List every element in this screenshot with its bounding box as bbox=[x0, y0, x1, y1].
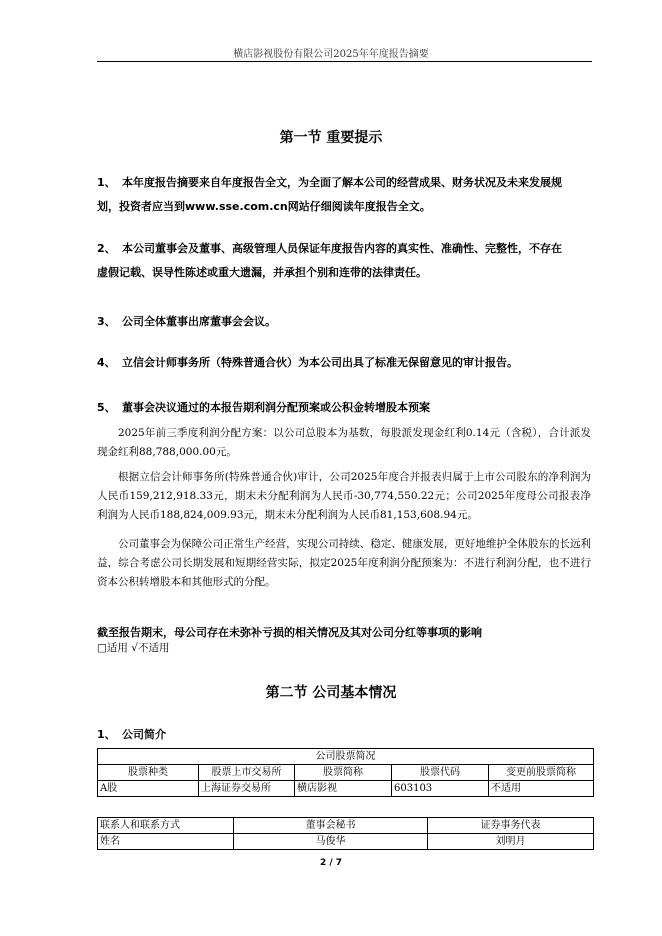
table-cell: 姓名 bbox=[98, 834, 234, 850]
table-cell: 不适用 bbox=[489, 781, 594, 797]
table-header-cell: 联系人和联系方式 bbox=[98, 818, 234, 834]
table-cell: 横店影视 bbox=[295, 781, 392, 797]
item-text: 本年度报告摘要来自年度报告全文，为全面了解本公司的经营成果、财务状况及未来发展规 bbox=[122, 176, 562, 189]
table-header-cell: 证券事务代表 bbox=[428, 818, 594, 834]
table-row bbox=[98, 781, 594, 797]
table-cell: A股 bbox=[98, 781, 199, 797]
notice-item-4 bbox=[97, 351, 597, 375]
item-number: 1、 bbox=[97, 728, 116, 741]
dividend-paragraph-3: 公司董事会为保障公司正常生产经营，实现公司持续、稳定、健康发展，更好地维护全体股东的长远利益，综合考虑公司长期发展和短期经营实际，拟定2025年度利润分配预案为：不进行利润分配，也不进行资本公积转增股本和其他形式的分配。 bbox=[97, 538, 591, 588]
running-header: 横店影视股份有限公司2025年年度报告摘要 bbox=[233, 49, 429, 60]
item-text-cont: 划，投资者应当到www.sse.com.cn网站仔细阅读年度报告全文。 bbox=[97, 200, 431, 213]
dividend-paragraph-2: 根据立信会计师事务所(特殊普通合伙)审计，公司2025年度合并报表归属于上市公司股东的净利润为人民币159,212,918.33元，期末未分配利润为人民币-30,774,550.22元；公司2025年度母公司报表净利润为人民币188,824,009.93元，期末未分配利润为人民币81,153,608.94元。 bbox=[97, 471, 591, 521]
table-cell: 上海证券交易所 bbox=[199, 781, 295, 797]
notice-item-1 bbox=[97, 171, 597, 219]
stock-info-table bbox=[97, 748, 594, 797]
table-caption: 公司股票简况 bbox=[98, 749, 594, 765]
table-header-cell: 股票简称 bbox=[295, 765, 392, 781]
item-number: 2、 bbox=[97, 242, 116, 255]
table-cell: 603103 bbox=[392, 781, 489, 797]
item-number: 3、 bbox=[97, 315, 116, 328]
table-header-row bbox=[98, 765, 594, 781]
item-number: 4、 bbox=[97, 356, 116, 369]
table-header-cell: 变更前股票简称 bbox=[489, 765, 594, 781]
notice-item-2 bbox=[97, 237, 597, 285]
table-cell: 马俊华 bbox=[234, 834, 428, 850]
table-header-cell: 股票代码 bbox=[392, 765, 489, 781]
applicable-checkbox-line: □适用 √不适用 bbox=[97, 642, 170, 654]
table-cell: 刘明月 bbox=[428, 834, 594, 850]
table-header-cell: 股票种类 bbox=[98, 765, 199, 781]
item-text: 董事会决议通过的本报告期利润分配预案或公积金转增股本预案 bbox=[122, 401, 430, 414]
item-text: 公司全体董事出席董事会会议。 bbox=[122, 315, 276, 328]
dividend-paragraph-1: 2025年前三季度利润分配方案：以公司总股本为基数，每股派发现金红利0.14元（含税），合计派发现金红利88,788,000.00元。 bbox=[97, 427, 591, 458]
notice-item-5 bbox=[97, 396, 597, 420]
contact-table bbox=[97, 817, 594, 850]
section1-title: 第一节 重要提示 bbox=[279, 130, 383, 146]
page-number: 2 / 7 bbox=[319, 858, 343, 868]
notice-item-3 bbox=[97, 310, 597, 334]
item-text-cont: 虚假记载、误导性陈述或重大遗漏，并承担个别和连带的法律责任。 bbox=[97, 266, 427, 279]
item-text: 立信会计师事务所（特殊普通合伙）为本公司出具了标准无保留意见的审计报告。 bbox=[122, 356, 518, 369]
item-number: 1、 bbox=[97, 176, 116, 189]
section2-title: 第二节 公司基本情况 bbox=[265, 685, 397, 701]
company-intro-item bbox=[97, 723, 597, 747]
deficit-heading: 截至报告期末，母公司存在未弥补亏损的相关情况及其对公司分红等事项的影响 bbox=[97, 626, 482, 639]
item-text: 公司简介 bbox=[122, 728, 166, 741]
table-row bbox=[98, 834, 594, 850]
table-header-row bbox=[98, 818, 594, 834]
item-text: 本公司董事会及董事、高级管理人员保证年度报告内容的真实性、准确性、完整性，不存在 bbox=[122, 242, 562, 255]
table-header-cell: 董事会秘书 bbox=[234, 818, 428, 834]
header-rule bbox=[97, 61, 592, 62]
item-number: 5、 bbox=[97, 401, 116, 414]
table-header-cell: 股票上市交易所 bbox=[199, 765, 295, 781]
